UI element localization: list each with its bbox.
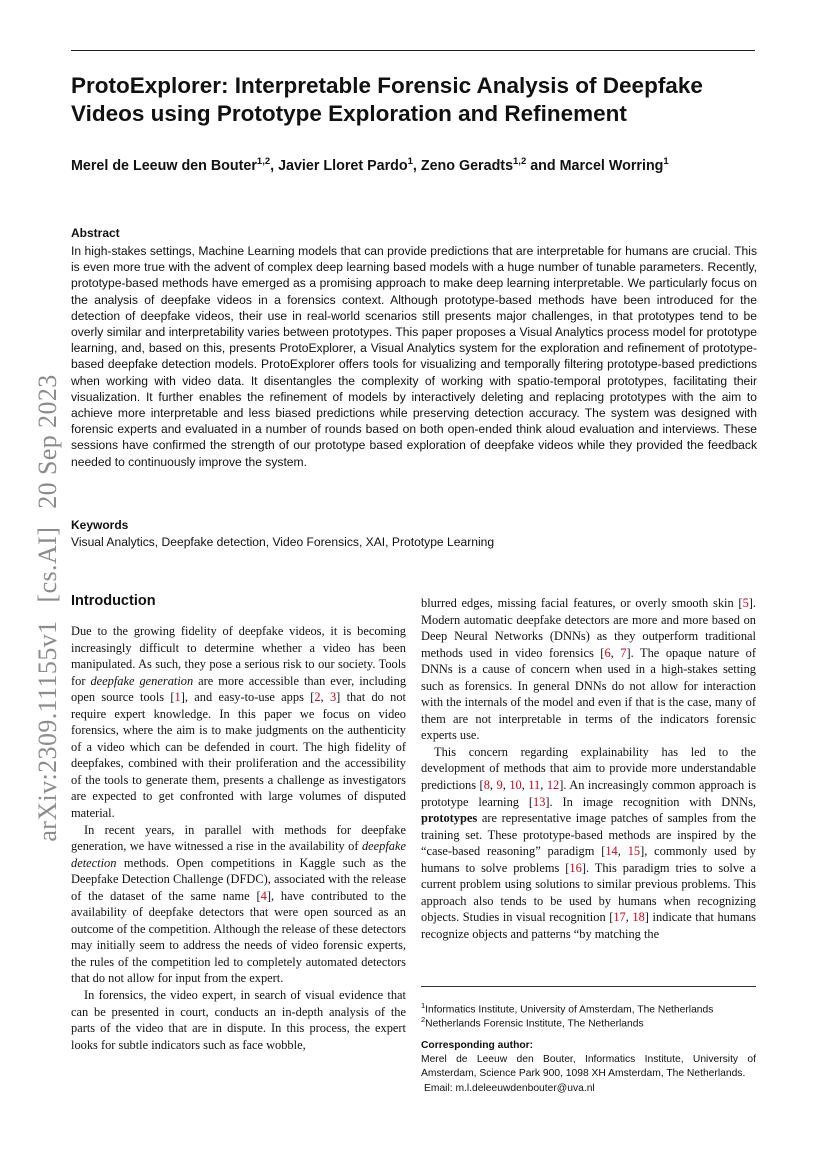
abstract-heading: Abstract bbox=[71, 226, 120, 240]
paper-title: ProtoExplorer: Interpretable Forensic Analysis of Deepfake Videos using Prototype Exploration and Refinement bbox=[71, 73, 703, 126]
author-list: Merel de Leeuw den Bouter$^{1,2}$, Javier Lloret Pardo$^1$, Zeno Geradts$^{1,2}$ and Marcel Worring$^1$ bbox=[71, 156, 669, 174]
citation-link[interactable]: 10 bbox=[509, 778, 522, 793]
citation-link[interactable]: 14 bbox=[605, 844, 618, 859]
author-name: Javier Lloret Pardo bbox=[278, 157, 408, 174]
keywords-text: Visual Analytics, Deepfake detection, Video Forensics, XAI, Prototype Learning bbox=[71, 535, 495, 549]
citation-link[interactable]: 5 bbox=[742, 596, 749, 610]
body-paragraph: blurred edges, missing facial features, or overly smooth skin [5]. Modern automatic deepfake detectors are more and more based on Deep Neural Networks (DNNs) as they outperform traditional methods used in video forensics [6, 7]. The opaque nature of DNNs is a cause of concern when used in a high-stakes setting such as forensics. In general DNNs do not allow for interaction with the internals of the model and even if that is the case, many of them are not interpretable in terms of the indicators forensic experts use. bbox=[421, 596, 756, 743]
body-paragraph: Due to the growing fidelity of deepfake videos, it is becoming increasingly difficult to determine whether a video has been manipulated. As such, they pose a serious risk to our society. Tools for deepfake generation are more accessible than ever, including open source tools [1], and easy-to-use apps [2, 3] that do not require expert knowledge. In this paper we focus on video forensics, where the aim is to make judgments on the authenticity of a video which can be defended in court. The high fidelity of deepfakes, combined with their proliferation and the accessibility of the tools to generate them, presents a challenge as investigators are expected to get confronted with large volumes of disputed material. bbox=[71, 624, 407, 821]
footnote-rule bbox=[421, 986, 756, 987]
citation-link[interactable]: 13 bbox=[533, 794, 546, 809]
citation-link[interactable]: 4 bbox=[260, 888, 267, 903]
citation-link[interactable]: 6 bbox=[604, 645, 611, 660]
citation-link[interactable]: 18 bbox=[632, 910, 645, 925]
citation-link[interactable]: 15 bbox=[627, 844, 641, 859]
body-column-left bbox=[71, 623, 406, 1053]
author-affiliation: 1 bbox=[407, 156, 413, 167]
arxiv-date: 20 Sep 2023 bbox=[33, 374, 62, 509]
citation-link[interactable]: 7 bbox=[620, 645, 627, 660]
body-paragraph: This concern regarding explainability has led to the development of methods that aim to provide more understandable predictions [8, 9, 10, 11, 12]. An increasingly common approach is prototype learning [13]. In image recognition with DNNs, prototypes are representative image patches of samples from the training set. These prototype-based methods are inspired by the “case-based reasoning” paradigm [14, 15], commonly used by humans to solve problems [16]. This paradigm tries to solve a current problem using solutions to similar previous problems. This approach also tends to be used by humans when recognizing objects. Studies in visual recognition [17, 18] indicate that humans recognize objects and patterns “by matching the bbox=[421, 744, 757, 941]
body-paragraph: In forensics, the video expert, in search of visual evidence that can be presented in court, conducts an in-depth analysis of the parts of the video that are in dispute. In this process, the expert looks for subtle indicators such as face wobble, bbox=[71, 988, 406, 1052]
author-name: Zeno Geradts bbox=[420, 157, 514, 174]
author-affiliation: 1 bbox=[663, 156, 669, 167]
citation-link[interactable]: 9 bbox=[496, 778, 503, 793]
abstract-text: In high-stakes settings, Machine Learning models that can provide predictions that are interpretable for humans are crucial. This is even more true with the advent of complex deep learning based models with a huge number of tunable parameters. Recently, prototype-based methods have emerged as a promising approach to make deep learning interpretable. We particularly focus on the analysis of deepfake videos in a forensics context. Although prototype-based methods have been introduced for the detection of deepfake videos, their use in real-world scenarios still presents major challenges, in that prototypes tend to be overly similar and interpretability varies between prototypes. This paper proposes a Visual Analytics process model for prototype learning, and, based on this, presents ProtoExplorer, a Visual Analytics system for the exploration and refinement of prototype-based deepfake detection models. ProtoExplorer offers tools for visualizing and temporally filtering prototype-based predictions when working with video data. It disentangles the complexity of working with spatio-temporal prototypes, facilitating their visualization. It further enables the refinement of models by interactively deleting and replacing prototypes with the aim to achieve more interpretable and less biased predictions while preserving detection accuracy. The system was designed with forensic experts and evaluated in a number of rounds based on both open-ended think aloud evaluation and interviews. These sessions have confirmed the strength of our prototype based exploration of deepfake videos while they provided the feedback needed to continuously improve the system. bbox=[71, 244, 757, 469]
citation-link[interactable]: 2 bbox=[314, 690, 321, 705]
citation-link[interactable]: 11 bbox=[528, 778, 541, 793]
corresponding-author-heading: Corresponding author: bbox=[421, 1040, 534, 1051]
citation-link[interactable]: 8 bbox=[483, 778, 490, 793]
arxiv-category: [cs.AI] bbox=[33, 526, 62, 603]
body-paragraph: In recent years, in parallel with methods for deepfake generation, we have witnessed a rise in the availability of deepfake detection methods. Open competitions in Kaggle such as the Deepfake Detection Challenge (DFDC), associated with the release of the dataset of the same name [4], have contributed to the availability of deepfake detectors that were open sourced as an outcome of the competition. Although the release of these detectors may initially seem to address the needs of video forensic experts, the rules of the competition led to completely automated detectors that do not allow for input from the expert. bbox=[71, 822, 407, 986]
author-name: Merel de Leeuw den Bouter bbox=[71, 157, 257, 174]
citation-link[interactable]: 12 bbox=[546, 778, 560, 793]
top-rule bbox=[71, 50, 755, 51]
corresponding-author-email: Email: m.l.deleeuwdenbouter@uva.nl bbox=[424, 1083, 595, 1094]
author-name: Marcel Worring bbox=[559, 157, 664, 174]
author-affiliation: 1,2 bbox=[256, 156, 271, 167]
citation-link[interactable]: 3 bbox=[329, 690, 337, 705]
footnote-1: $^1$Informatics Institute, University of Amsterdam, The Netherlands bbox=[421, 1001, 714, 1016]
citation-link[interactable]: 16 bbox=[569, 860, 582, 875]
author-affiliation: 1,2 bbox=[513, 156, 527, 167]
body-column-right bbox=[421, 595, 756, 942]
citation-link[interactable]: 17 bbox=[613, 910, 626, 925]
arxiv-sidebar-stamp bbox=[33, 374, 63, 841]
citation-link[interactable]: 1 bbox=[174, 690, 181, 705]
footnote-2: $^2$Netherlands Forensic Institute, The Netherlands bbox=[421, 1015, 644, 1030]
arxiv-id: arXiv:2309.11155v1 bbox=[33, 620, 62, 842]
introduction-heading: Introduction bbox=[71, 593, 156, 609]
keywords-heading: Keywords bbox=[71, 518, 129, 532]
corresponding-author-address: Merel de Leeuw den Bouter, Informatics Institute, University of Amsterdam, Science Park 900, 1098 XH Amsterdam, The Netherlands. bbox=[421, 1054, 756, 1079]
